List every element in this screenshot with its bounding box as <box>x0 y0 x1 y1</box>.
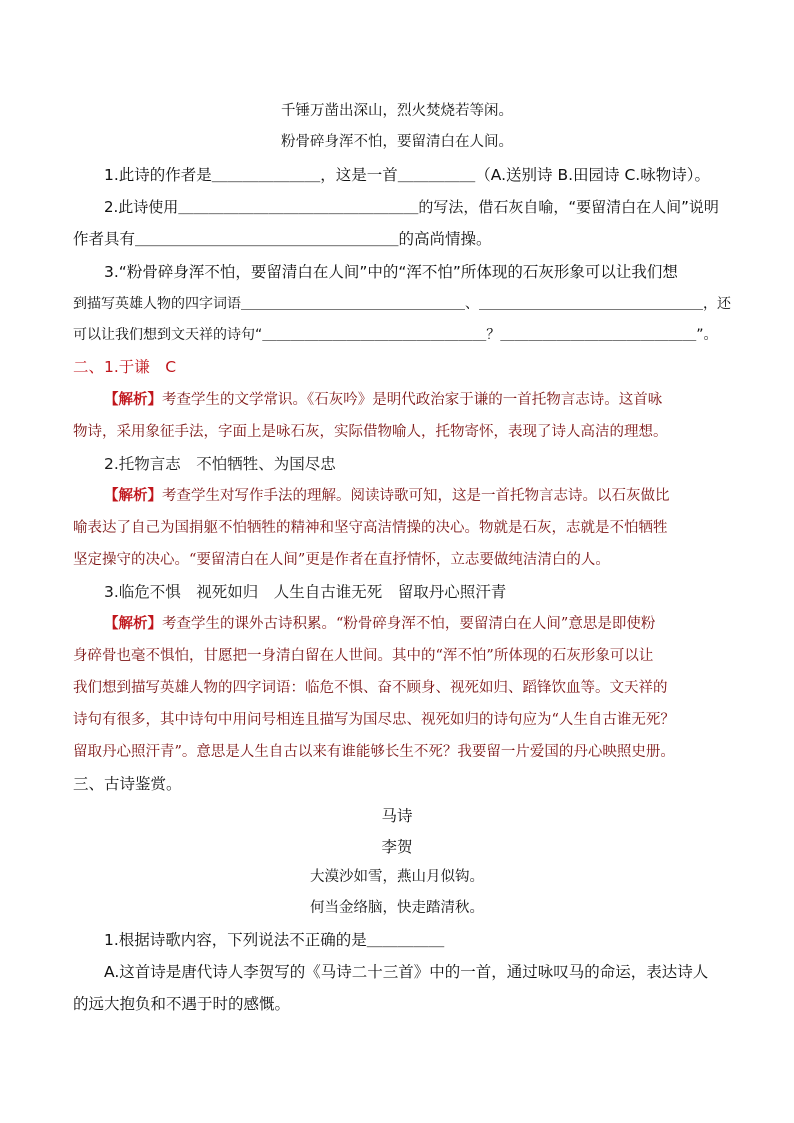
question-3-line2: 到描写英雄人物的四字词语＿＿＿＿＿＿＿＿＿＿＿＿＿＿＿＿、＿＿＿＿＿＿＿＿＿＿＿＿＿＿＿＿，还 <box>73 296 731 312</box>
explanation-text: 考查学生对写作手法的理解。阅读诗歌可知，这是一首托物言志诗。以石灰做比 <box>162 488 670 504</box>
answer-2: 2.托物言志 不怕牺牲、为国尽忠 <box>104 455 336 473</box>
section-3-question-1: 1.根据诗歌内容，下列说法不正确的是＿＿＿＿＿ <box>104 931 445 949</box>
option-a-line2: 的远大抱负和不遇于时的感慨。 <box>73 995 291 1013</box>
answer-2-heading: 二、1.于谦 C <box>73 358 177 376</box>
poem2-line1: 大漠沙如雪，燕山月似钩。 <box>310 869 484 885</box>
option-a-line1: A.这首诗是唐代诗人李贺写的《马诗二十三首》中的一首，通过咏叹马的命运，表达诗人 <box>104 963 709 981</box>
explanation-3-line3: 我们想到描写英雄人物的四字词语：临危不惧、奋不顾身、视死如归、蹈锋饮血等。文天祥的 <box>73 680 668 696</box>
section-3-heading: 三、古诗鉴赏。 <box>73 775 182 793</box>
explanation-1-line1 <box>104 390 662 410</box>
explanation-2-line3: 坚定操守的决心。“要留清白在人间”更是作者在直抒情怀，立志要做纯洁清白的人。 <box>73 552 610 568</box>
explanation-tag: 【解析】 <box>104 616 162 632</box>
explanation-tag: 【解析】 <box>104 488 162 504</box>
question-2-line1: 2.此诗使用＿＿＿＿＿＿＿＿＿＿＿＿＿＿＿＿的写法，借石灰自喻，“要留清白在人间”说明 <box>104 198 719 216</box>
explanation-3-line1 <box>104 614 655 634</box>
poem2-title: 马诗 <box>381 807 413 825</box>
question-3-line1: 3.“粉骨碎身浑不怕，要留清白在人间”中的“浑不怕”所体现的石灰形象可以让我们想 <box>104 263 678 281</box>
explanation-text: 考查学生的课外古诗积累。“粉骨碎身浑不怕，要留清白在人间”意思是即使粉 <box>162 616 656 632</box>
explanation-3-line5: 留取丹心照汗青”。意思是人生自古以来有谁能够长生不死？我要留一片爱国的丹心映照史册。 <box>73 744 675 760</box>
question-2-line2: 作者具有＿＿＿＿＿＿＿＿＿＿＿＿＿＿＿＿＿的高尚情操。 <box>73 230 492 248</box>
explanation-2-line2: 喻表达了自己为国捐躯不怕牺牲的精神和坚守高洁情操的决心。物就是石灰，志就是不怕牺牲 <box>73 520 668 536</box>
question-1: 1.此诗的作者是＿＿＿＿＿＿＿，这是一首＿＿＿＿＿（A.送别诗 B.田园诗 C.咏物诗）。 <box>104 166 710 184</box>
poem2-author: 李贺 <box>381 838 413 856</box>
poem1-line1: 千锤万凿出深山，烈火焚烧若等闲。 <box>281 103 513 119</box>
explanation-tag: 【解析】 <box>104 392 162 408</box>
explanation-3-line4: 诗句有很多，其中诗句中用问号相连且描写为国尽忠、视死如归的诗句应为“人生自古谁无死？ <box>73 712 675 728</box>
explanation-1-line2: 物诗，采用象征手法，字面上是咏石灰，实际借物喻人，托物寄怀，表现了诗人高洁的理想。 <box>73 424 668 440</box>
poem1-line2: 粉骨碎身浑不怕，要留清白在人间。 <box>281 134 513 150</box>
answer-3: 3.临危不惧 视死如归 人生自古谁无死 留取丹心照汗青 <box>104 583 507 601</box>
explanation-text: 考查学生的文学常识。《石灰吟》是明代政治家于谦的一首托物言志诗。这首咏 <box>162 392 663 408</box>
explanation-2-line1 <box>104 486 670 506</box>
question-3-line3: 可以让我们想到文天祥的诗句“＿＿＿＿＿＿＿＿＿＿＿＿＿＿＿＿？＿＿＿＿＿＿＿＿＿＿＿＿＿＿”。 <box>73 327 718 343</box>
explanation-3-line2: 身碎骨也毫不惧怕，甘愿把一身清白留在人世间。其中的“浑不怕”所体现的石灰形象可以让 <box>73 648 654 664</box>
poem2-line2: 何当金络脑，快走踏清秋。 <box>310 900 484 916</box>
